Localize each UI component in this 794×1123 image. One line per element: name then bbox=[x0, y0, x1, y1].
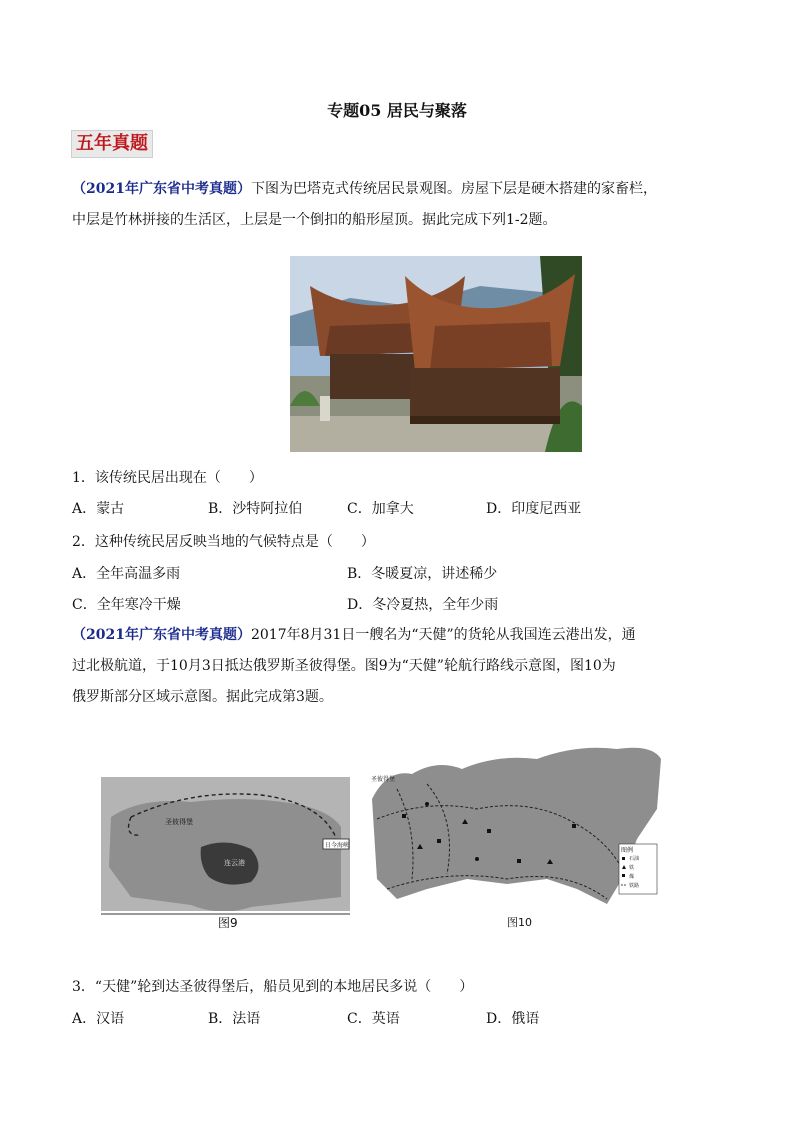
section-badge: 五年真题 bbox=[71, 130, 153, 158]
q2-option-d[interactable]: D．冬冷夏热，全年少雨 bbox=[347, 597, 499, 613]
q1-option-b[interactable]: B．沙特阿拉伯 bbox=[208, 501, 303, 517]
map9-label-strait: 日今海峡 bbox=[325, 842, 350, 849]
q2-option-a[interactable]: A．全年高温多雨 bbox=[72, 566, 181, 582]
figure-9-route-map bbox=[101, 777, 350, 929]
q1-option-d[interactable]: D．印度尼西亚 bbox=[486, 501, 582, 517]
q2-option-b[interactable]: B．冬暖夏凉，讲述稀少 bbox=[347, 566, 498, 582]
intro1-line1-text: 下图为巴塔克式传统居民景观图。房屋下层是硬木搭建的家畜栏， bbox=[250, 181, 657, 197]
map10-legend-coal: 煤 bbox=[629, 874, 635, 880]
map9-label-lyg: 连云港 bbox=[224, 859, 245, 867]
q1-option-c[interactable]: C．加拿大 bbox=[347, 501, 414, 517]
map10-legend-oil: 石油 bbox=[629, 856, 640, 862]
intro1-line1 bbox=[72, 174, 732, 205]
map9-caption: 图9 bbox=[218, 916, 238, 929]
intro2-line3: 俄罗斯部分区域示意图。据此完成第3题。 bbox=[72, 689, 333, 705]
q2-option-c[interactable]: C．全年寒冷干燥 bbox=[72, 597, 181, 613]
question-1-stem: 1．该传统民居出现在（ ） bbox=[72, 470, 263, 486]
intro2-source: （2021年广东省中考真题） bbox=[72, 627, 251, 643]
intro2-line1-text: 2017年8月31日一艘名为“天健”的货轮从我国连云港出发，通 bbox=[250, 627, 636, 643]
map10-caption: 图10 bbox=[507, 916, 532, 929]
intro2-paragraph bbox=[72, 620, 732, 713]
question-3-stem: 3．“天健”轮到达圣彼得堡后，船员见到的本地居民多说（ ） bbox=[72, 979, 474, 995]
intro1-line2: 中层是竹林拼接的生活区，上层是一个倒扣的船形屋顶。据此完成下列1-2题。 bbox=[72, 212, 557, 228]
q1-option-a[interactable]: A．蒙古 bbox=[72, 501, 125, 517]
page-title: 专题05 居民与聚落 bbox=[327, 101, 467, 120]
question-2-stem: 2．这种传统民居反映当地的气候特点是（ ） bbox=[72, 534, 375, 550]
q3-option-d[interactable]: D．俄语 bbox=[486, 1011, 540, 1027]
map10-legend-iron: 铁 bbox=[629, 865, 635, 871]
batak-house-photo bbox=[290, 256, 582, 452]
figure-10-russia-map bbox=[367, 729, 663, 932]
intro1-source: （2021年广东省中考真题） bbox=[72, 181, 251, 197]
map10-label-spb: 圣彼得堡 bbox=[371, 776, 396, 783]
map10-legend-title: 图例 bbox=[621, 847, 634, 854]
intro1-paragraph bbox=[72, 174, 732, 236]
q3-option-c[interactable]: C．英语 bbox=[347, 1011, 400, 1027]
q3-option-a[interactable]: A．汉语 bbox=[72, 1011, 125, 1027]
map10-legend-railway: 铁路 bbox=[629, 883, 640, 889]
intro2-line2: 过北极航道，于10月3日抵达俄罗斯圣彼得堡。图9为“天健”轮航行路线示意图，图10为 bbox=[72, 658, 616, 674]
q3-option-b[interactable]: B．法语 bbox=[208, 1011, 261, 1027]
intro2-line1 bbox=[72, 620, 732, 651]
map9-label-spb: 圣彼得堡 bbox=[165, 818, 193, 826]
